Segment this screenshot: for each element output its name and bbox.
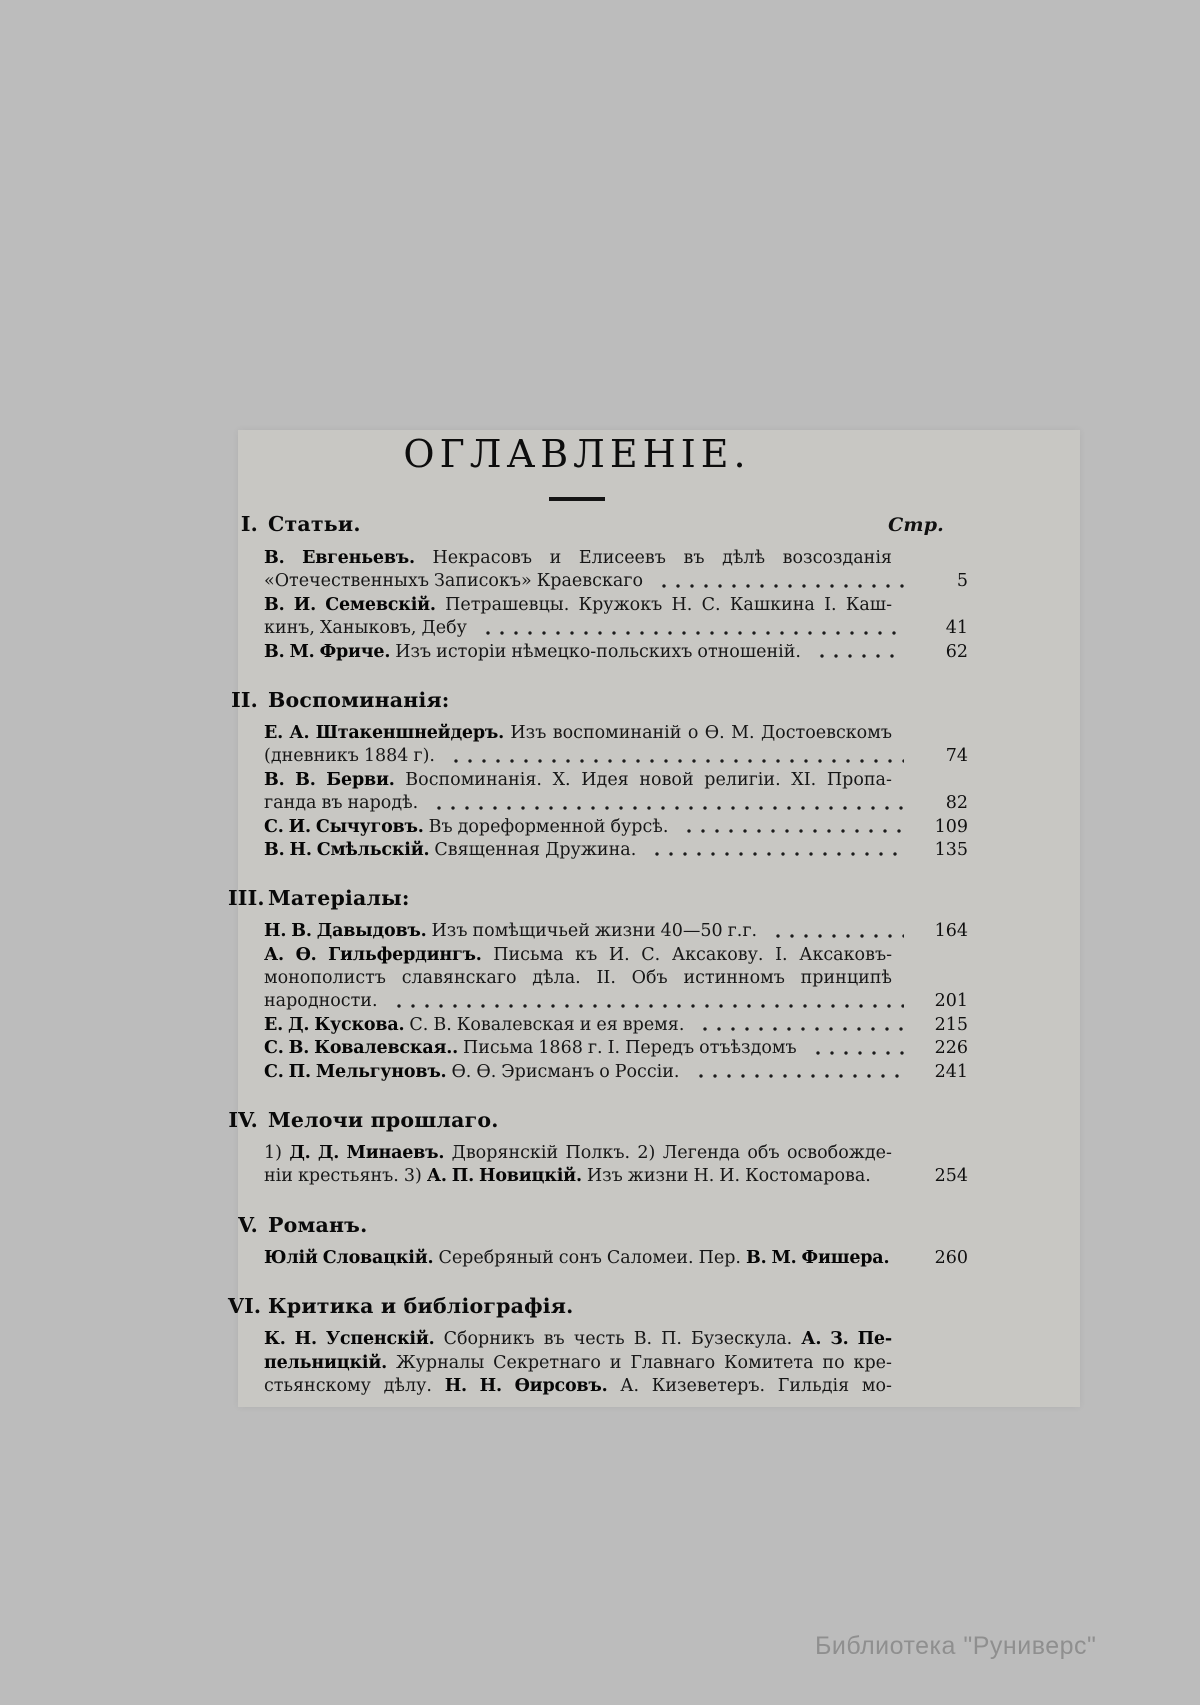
page-number: 74 <box>945 746 968 767</box>
dot-leader <box>390 990 904 1013</box>
toc-entry <box>264 594 968 641</box>
toc-line <box>264 594 892 617</box>
text-run: и <box>579 1014 592 1035</box>
text-run: Записокъ» <box>433 571 532 592</box>
toc-section <box>228 885 968 1084</box>
toc-line <box>264 990 968 1013</box>
text-run: Россіи. <box>614 1061 680 1082</box>
text-run: З. <box>830 1329 849 1350</box>
text-run: Елисеевъ <box>578 548 666 568</box>
text-run: Пе- <box>857 1329 892 1350</box>
text-run: Секретнаго <box>493 1352 601 1373</box>
text-run: П. <box>288 1061 311 1082</box>
text-run: Воспоминанія. <box>405 769 542 790</box>
toc-line <box>264 816 968 839</box>
text-run: принципѣ <box>800 968 892 989</box>
text-run: исторіи <box>436 641 507 662</box>
text-run: Ковалевская <box>456 1014 575 1035</box>
toc-line <box>264 570 968 593</box>
text-run: Эрисманъ <box>501 1061 595 1082</box>
text-run: Семевскій. <box>325 594 436 615</box>
toc-entry <box>264 1328 968 1398</box>
text-run: Ханыковъ, <box>319 618 417 639</box>
text-run: Ѳ. <box>451 1061 472 1082</box>
text-run: В. <box>745 1247 767 1268</box>
dot-leader <box>901 1247 904 1270</box>
text-run: Кружокъ <box>578 594 663 615</box>
toc-entry <box>264 1061 968 1084</box>
text-run: І. <box>824 594 837 615</box>
section-entries <box>264 920 968 1084</box>
page-column-label: Стр. <box>888 514 944 536</box>
text-run: г. <box>587 1038 603 1059</box>
text-run: г). <box>413 746 435 767</box>
text-run: «Отечественныхъ <box>264 571 429 592</box>
toc-line <box>264 1328 892 1351</box>
text-run: В. <box>433 1014 452 1035</box>
section-numeral: III. <box>228 886 265 911</box>
text-run: по <box>822 1352 845 1373</box>
text-run: Изъ <box>510 722 547 743</box>
toc-entry <box>264 641 968 664</box>
toc-entry <box>264 1247 968 1270</box>
text-run: Каш- <box>845 594 892 615</box>
text-run: Пер. <box>698 1247 741 1268</box>
text-run: время. <box>622 1014 685 1035</box>
toc-line <box>264 1165 968 1188</box>
text-run: И. <box>719 1166 741 1187</box>
text-run: М. <box>289 641 315 662</box>
section-name: Мелочи прошлаго. <box>268 1108 499 1133</box>
section-entries <box>264 1142 968 1189</box>
page-number: 109 <box>934 816 968 837</box>
section-name: Воспоминанія: <box>268 687 450 712</box>
text-run: Кашкина <box>729 594 815 615</box>
text-run: дѣлѣ <box>722 548 766 568</box>
dot-leader <box>696 1014 904 1037</box>
dot-leader <box>447 745 904 768</box>
text-run: Успенскій. <box>325 1329 435 1350</box>
text-run: С. <box>409 1014 429 1035</box>
toc-line <box>264 944 892 967</box>
text-run: Письма <box>462 1038 534 1059</box>
text-run: Костомарова. <box>745 1166 871 1187</box>
text-run: Словацкій. <box>322 1247 434 1268</box>
text-run: о <box>687 722 699 743</box>
text-run: Минаевъ. <box>346 1143 445 1164</box>
text-run: дореформенной <box>457 816 606 837</box>
section-name: Статьи. <box>268 512 361 536</box>
text-run: Мельгуновъ. <box>315 1061 447 1082</box>
text-run: Бузескула. <box>691 1329 793 1350</box>
text-run: жизни <box>627 1166 689 1187</box>
toc-line <box>264 1061 968 1084</box>
text-run: ІІ. <box>596 968 616 989</box>
text-run: Берви. <box>326 769 395 790</box>
toc-entry <box>264 547 968 594</box>
section-name: Критика и библіографія. <box>268 1294 574 1319</box>
text-run: Сборникъ <box>443 1329 535 1350</box>
text-run: И. <box>608 944 630 965</box>
text-run: къ <box>575 944 598 965</box>
page-number: 201 <box>934 991 968 1012</box>
text-run: І. <box>607 1038 621 1059</box>
toc-line <box>264 1247 968 1270</box>
text-run: истинномъ <box>683 968 785 989</box>
page-number: 215 <box>934 1014 968 1035</box>
section-heading <box>228 885 968 911</box>
text-run: въ <box>683 548 705 568</box>
text-run: В. <box>288 1038 310 1059</box>
title-wrap <box>244 432 910 476</box>
text-run: Комитета <box>724 1352 814 1373</box>
dot-leader <box>692 1061 905 1084</box>
text-run: Саломеи. <box>606 1247 694 1268</box>
toc-line <box>264 617 968 640</box>
toc-section <box>228 1107 968 1189</box>
text-run: славянскаго <box>401 968 517 989</box>
text-run: Фриче. <box>319 641 391 662</box>
toc-line <box>264 547 892 570</box>
text-run: Идея <box>581 769 629 790</box>
text-run: Достоевскомъ <box>760 722 892 743</box>
text-run: С. <box>264 816 284 837</box>
text-run: Передъ <box>625 1038 695 1059</box>
section-name: Матеріалы: <box>268 886 410 911</box>
toc-line <box>264 1037 968 1060</box>
toc-section <box>228 1293 968 1398</box>
text-run: Полкъ. <box>565 1143 631 1164</box>
page-number: 226 <box>934 1038 968 1059</box>
toc-entry <box>264 769 968 816</box>
section-heading <box>228 1107 968 1133</box>
text-run: Главнаго <box>630 1352 716 1373</box>
text-run: А. <box>620 1375 640 1396</box>
text-run: С. <box>701 594 721 615</box>
section-heading <box>228 1293 968 1319</box>
text-run: А. <box>289 722 310 743</box>
text-run: І. <box>775 944 788 965</box>
page-scan <box>228 430 1080 1407</box>
text-run: X. <box>552 769 571 790</box>
text-run: г.г. <box>727 921 758 942</box>
text-run: Ѳ. <box>295 944 317 965</box>
toc-section <box>240 511 968 664</box>
text-run: народности. <box>264 991 378 1012</box>
dot-leader <box>655 570 904 593</box>
toc-entry <box>264 1142 968 1189</box>
section-heading <box>238 1212 968 1238</box>
text-run: С. <box>264 1061 284 1082</box>
text-run: Ѳирсовъ. <box>514 1375 608 1396</box>
text-run: о <box>599 1061 610 1082</box>
text-run: А. <box>426 1166 447 1187</box>
text-run: и <box>549 548 562 568</box>
dot-leader <box>813 641 904 664</box>
text-run: Дворянскій <box>451 1143 559 1164</box>
text-run: М. <box>771 1247 797 1268</box>
text-run: С. <box>641 944 661 965</box>
text-run: новой <box>639 769 694 790</box>
text-run: ганда <box>264 793 317 814</box>
text-run: Н. <box>444 1375 467 1396</box>
text-run: Давыдовъ. <box>316 921 427 942</box>
dot-leader <box>430 792 904 815</box>
toc-entry <box>264 722 968 769</box>
toc-line <box>264 745 968 768</box>
text-run: Д. <box>288 1014 310 1035</box>
section-numeral: V. <box>238 1212 258 1237</box>
dot-leader <box>648 839 904 862</box>
text-run: Н. <box>671 594 693 615</box>
text-run: А. <box>264 944 284 965</box>
text-run: П. <box>451 1166 474 1187</box>
page-number: 254 <box>934 1166 968 1187</box>
text-run: Д. <box>317 1143 340 1164</box>
section-numeral: VI. <box>228 1294 262 1319</box>
text-run: кинъ, <box>264 618 315 639</box>
text-run: Юлій <box>264 1247 318 1268</box>
text-run: А. <box>801 1329 822 1350</box>
text-run: К. <box>264 1329 286 1350</box>
text-run: возсозданія <box>782 548 892 568</box>
text-run: Н. <box>264 921 287 942</box>
text-run: Пропа- <box>826 769 892 790</box>
page-content <box>228 430 1080 1398</box>
page-number: 41 <box>945 618 968 639</box>
toc-line <box>264 920 968 943</box>
text-run: М. <box>731 722 755 743</box>
dot-leader <box>479 617 904 640</box>
text-run: И. <box>293 594 316 615</box>
section-entries <box>264 1247 968 1270</box>
section-numeral: II. <box>231 687 258 712</box>
page-number: 5 <box>956 571 968 592</box>
section-heading <box>231 687 968 713</box>
toc-line <box>264 769 892 792</box>
text-run: нѣмецко-польскихъ <box>511 641 693 662</box>
text-run: Н. <box>289 839 312 860</box>
text-run: 1884 <box>363 746 409 767</box>
text-run: въ <box>543 1329 565 1350</box>
page-number: 241 <box>934 1061 968 1082</box>
text-run: Ковалевская.. <box>314 1038 458 1059</box>
text-run: В. <box>264 641 285 662</box>
toc-section <box>238 1212 968 1270</box>
text-run: Фишера. <box>801 1247 890 1268</box>
section-entries <box>264 722 968 862</box>
page-title: ОГЛАВЛЕНІЕ. <box>403 432 751 476</box>
text-run: XI. <box>791 769 817 790</box>
text-run: Дружина. <box>545 839 637 860</box>
page-number: 62 <box>945 641 968 662</box>
section-numeral: IV. <box>228 1108 258 1133</box>
text-run: отношеній. <box>697 641 801 662</box>
page-number: 82 <box>945 793 968 814</box>
text-run: (дневникъ <box>264 746 359 767</box>
text-run: Евгеньевъ. <box>302 548 415 568</box>
text-run: И. <box>288 816 311 837</box>
text-run: Петрашевцы. <box>445 594 570 615</box>
section-name: Романъ. <box>268 1212 368 1237</box>
text-run: Журналы <box>395 1352 485 1373</box>
text-run: народѣ. <box>347 793 419 814</box>
toc-entry <box>264 1014 968 1037</box>
text-run: Ѳ. <box>476 1061 497 1082</box>
section-numeral: I. <box>240 512 258 536</box>
text-run: дѣла. <box>532 968 581 989</box>
text-run: кре- <box>853 1352 892 1373</box>
text-run: Письма <box>493 944 564 965</box>
text-run: въ <box>321 793 343 814</box>
toc-entry <box>264 920 968 943</box>
text-run: Ѳ. <box>704 722 725 743</box>
toc-entry <box>264 1037 968 1060</box>
text-run: Дебу <box>421 618 467 639</box>
toc-line <box>264 792 968 815</box>
dot-leader <box>809 1037 904 1060</box>
text-run: Аксакову. <box>671 944 764 965</box>
text-run: П. <box>661 1329 682 1350</box>
text-run: дѣлу. <box>383 1375 432 1396</box>
text-run: бурсѣ. <box>610 816 669 837</box>
toc-line <box>264 1142 892 1165</box>
text-run: Штакеншнейдеръ. <box>315 722 505 743</box>
toc-entry <box>264 816 968 839</box>
toc-line <box>264 641 968 664</box>
toc-line <box>264 1375 892 1398</box>
toc-entry <box>264 839 968 862</box>
text-run: Кизеветеръ. <box>651 1375 766 1396</box>
text-run: Легенда <box>662 1143 741 1164</box>
page-number: 135 <box>934 839 968 860</box>
text-run: Гильдія <box>777 1375 850 1396</box>
title-rule <box>549 497 605 501</box>
text-run: В. <box>264 594 285 615</box>
text-run: Д. <box>289 1143 311 1164</box>
toc <box>228 511 968 1398</box>
text-run: крестьянъ. <box>297 1166 399 1187</box>
text-run: 40—50 <box>660 921 723 942</box>
text-run: жизни <box>594 921 656 942</box>
section-entries <box>264 547 968 664</box>
text-run: Новицкій. <box>479 1166 582 1187</box>
text-run: Н. <box>693 1166 715 1187</box>
text-run: отъѣздомъ <box>699 1038 797 1059</box>
text-run: В. <box>295 769 316 790</box>
text-run: Объ <box>631 968 668 989</box>
text-run: В. <box>633 1329 653 1350</box>
text-run: помѣщичьей <box>472 921 590 942</box>
text-run: Сычуговъ. <box>315 816 424 837</box>
toc-line <box>264 967 892 990</box>
library-watermark: Библиотека "Руниверс" <box>815 1632 1097 1660</box>
text-run: ея <box>596 1014 618 1035</box>
text-run: 3) <box>403 1166 422 1187</box>
text-run: Изъ <box>395 641 432 662</box>
section-heading <box>240 511 968 538</box>
toc-line <box>264 1352 892 1375</box>
text-run: В. <box>291 921 312 942</box>
text-run: монополистъ <box>264 968 386 989</box>
text-run: 1868 <box>538 1038 583 1059</box>
dot-leader <box>883 1165 904 1188</box>
text-run: Е. <box>264 722 284 743</box>
dot-leader <box>680 816 904 839</box>
text-run: сонъ <box>558 1247 602 1268</box>
text-run: Н. <box>294 1329 317 1350</box>
text-run: религіи. <box>704 769 781 790</box>
text-run: В. <box>264 839 285 860</box>
text-run: воспоминаній <box>552 722 682 743</box>
text-run: Н. <box>479 1375 502 1396</box>
text-run: ніи <box>264 1166 293 1187</box>
text-run: Некрасовъ <box>432 548 533 568</box>
text-run: Изъ <box>586 1166 623 1187</box>
text-run: Священная <box>434 839 541 860</box>
text-run: 2) <box>637 1143 656 1164</box>
text-run: и <box>609 1352 622 1373</box>
text-run: В. <box>264 548 285 568</box>
text-run: Гильфердингъ. <box>328 944 482 965</box>
text-run: Смѣльскій. <box>316 839 430 860</box>
text-run: Аксаковъ- <box>799 944 892 965</box>
text-run: Кускова. <box>314 1014 405 1035</box>
text-run: Въ <box>428 816 453 837</box>
page-number: 164 <box>934 921 968 942</box>
text-run: пельницкій. <box>264 1352 388 1373</box>
toc-line <box>264 722 892 745</box>
text-run: честь <box>573 1329 625 1350</box>
toc-line <box>264 839 968 862</box>
text-run: Краевскаго <box>536 571 644 592</box>
text-run: освобожде- <box>786 1143 892 1164</box>
toc-line <box>264 1014 968 1037</box>
text-run: 1) <box>264 1143 282 1164</box>
text-run: В. <box>264 769 285 790</box>
section-entries <box>264 1328 968 1398</box>
text-run: мо- <box>861 1375 892 1396</box>
text-run: объ <box>747 1143 780 1164</box>
text-run: стьянскому <box>264 1375 371 1396</box>
text-run: Е. <box>264 1014 284 1035</box>
toc-section <box>231 687 968 862</box>
page-number: 260 <box>934 1247 968 1268</box>
dot-leader <box>769 920 904 943</box>
toc-entry <box>264 944 968 1014</box>
text-run: Изъ <box>431 921 468 942</box>
text-run: С. <box>264 1038 284 1059</box>
text-run: Серебряный <box>438 1247 554 1268</box>
